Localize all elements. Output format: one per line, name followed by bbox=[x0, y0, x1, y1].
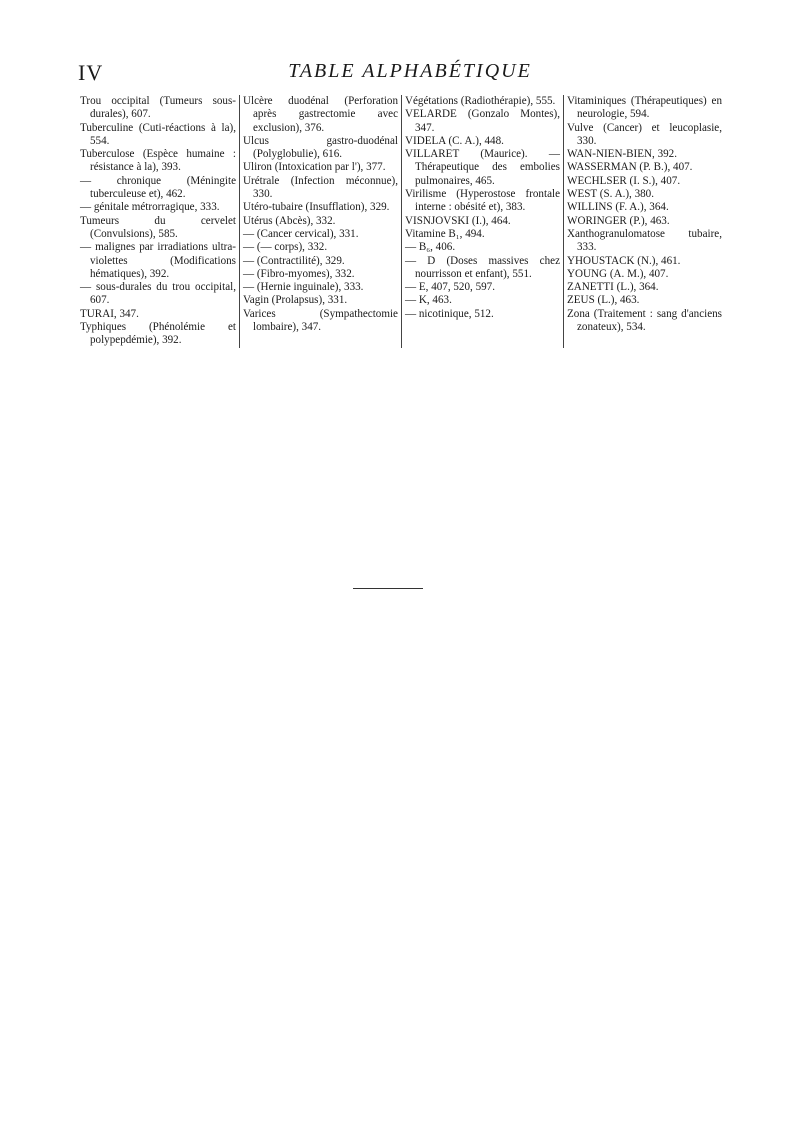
index-entry: ZEUS (L.), 463. bbox=[567, 294, 640, 307]
index-entry: Vitamine B₁, 494. bbox=[405, 227, 485, 240]
index-entry: — B₆, 406. bbox=[405, 241, 456, 254]
index-entry: Zona (Traitement : sang d'anciens zonateux), 534. bbox=[567, 307, 722, 334]
index-entry: — chronique (Méningite tuberculeuse et), 462. bbox=[80, 174, 236, 201]
index-entry: Varices (Sympathectomie lombaire), 347. bbox=[243, 307, 398, 334]
index-entry: Typhiques (Phénolémie et polypepdémie), 392. bbox=[80, 321, 236, 347]
index-entry: — (Hernie inguinale), 333. bbox=[243, 281, 364, 294]
index-entry: Vulve (Cancer) et leucoplasie, 330. bbox=[567, 121, 722, 147]
index-entry: — génitale métrorragique, 333. bbox=[80, 201, 220, 214]
index-entry: VILLARET (Maurice). — Thérapeutique des embolies pulmonaires, 465. bbox=[405, 148, 560, 187]
index-entry: Vagin (Prolapsus), 331. bbox=[243, 294, 348, 307]
index-entry: Végétations (Radiothérapie), 555. bbox=[405, 95, 556, 107]
index-column-4 bbox=[563, 95, 725, 348]
index-entry: WAN-NIEN-BIEN, 392. bbox=[567, 148, 677, 161]
index-entry: — D (Doses massives chez nourrisson et enfant), 551. bbox=[405, 254, 560, 280]
index-entry: — (Fibro-myomes), 332. bbox=[243, 267, 355, 280]
end-rule bbox=[353, 588, 423, 589]
index-entry: WORINGER (P.), 463. bbox=[567, 214, 670, 227]
index-entry: Virilisme (Hyperostose frontale interne : obésité et), 383. bbox=[405, 188, 560, 214]
page-number: IV bbox=[78, 60, 104, 85]
index-entry: Uliron (Intoxication par l'), 377. bbox=[243, 161, 386, 174]
index-entry: Tuberculose (Espèce humaine : résistance à la), 393. bbox=[80, 148, 236, 174]
index-entry: Trou occipital (Tumeurs sous-durales), 607. bbox=[80, 95, 236, 121]
index-entry: — (Cancer cervical), 331. bbox=[243, 227, 359, 240]
index-column-1 bbox=[77, 95, 239, 348]
index-columns bbox=[77, 95, 725, 348]
index-entry: YHOUSTACK (N.), 461. bbox=[567, 254, 681, 267]
index-entry: — (Contractilité), 329. bbox=[243, 254, 345, 267]
index-entry: Tumeurs du cervelet (Convulsions), 585. bbox=[80, 214, 236, 240]
index-entry: VISNJOVSKI (I.), 464. bbox=[405, 214, 511, 227]
index-entry: Utérus (Abcès), 332. bbox=[243, 214, 336, 227]
index-entry: — nicotinique, 512. bbox=[405, 307, 494, 320]
page-title: TABLE ALPHABÉTIQUE bbox=[288, 60, 532, 82]
index-entry: YOUNG (A. M.), 407. bbox=[567, 267, 669, 280]
index-entry: Ulcus gastro-duodénal (Polyglobulie), 616. bbox=[243, 134, 398, 161]
index-entry: ZANETTI (L.), 364. bbox=[567, 281, 659, 294]
index-entry: Tuberculine (Cuti-réactions à la), 554. bbox=[80, 121, 236, 147]
index-entry: TURAI, 347. bbox=[80, 307, 139, 320]
index-entry: — malignes par irradiations ultra-violettes (Modifications hématiques), 392. bbox=[80, 241, 236, 280]
index-entry: — sous-durales du trou occipital, 607. bbox=[80, 281, 236, 307]
index-entry: Utéro-tubaire (Insufflation), 329. bbox=[243, 201, 390, 214]
index-entry: WEST (S. A.), 380. bbox=[567, 188, 655, 201]
index-entry: VIDELA (C. A.), 448. bbox=[405, 134, 504, 147]
index-entry: — (— corps), 332. bbox=[243, 241, 328, 254]
index-entry: WILLINS (F. A.), 364. bbox=[567, 201, 669, 214]
index-entry: Xanthogranulomatose tubaire, 333. bbox=[567, 227, 722, 254]
index-entry: WASSERMAN (P. B.), 407. bbox=[567, 161, 693, 174]
index-entry: WECHLSER (I. S.), 407. bbox=[567, 174, 681, 187]
index-entry: Vitaminiques (Thérapeutiques) en neurologie, 594. bbox=[567, 95, 722, 121]
index-column-3 bbox=[401, 95, 563, 348]
index-entry: — E, 407, 520, 597. bbox=[405, 281, 495, 294]
index-entry: — K, 463. bbox=[405, 294, 452, 307]
index-entry: VELARDE (Gonzalo Montes), 347. bbox=[405, 108, 560, 134]
index-entry: Ulcère duodénal (Perforation après gastrectomie avec exclusion), 376. bbox=[243, 95, 398, 134]
index-entry: Urétrale (Infection méconnue), 330. bbox=[243, 174, 398, 201]
index-column-2 bbox=[239, 95, 401, 348]
